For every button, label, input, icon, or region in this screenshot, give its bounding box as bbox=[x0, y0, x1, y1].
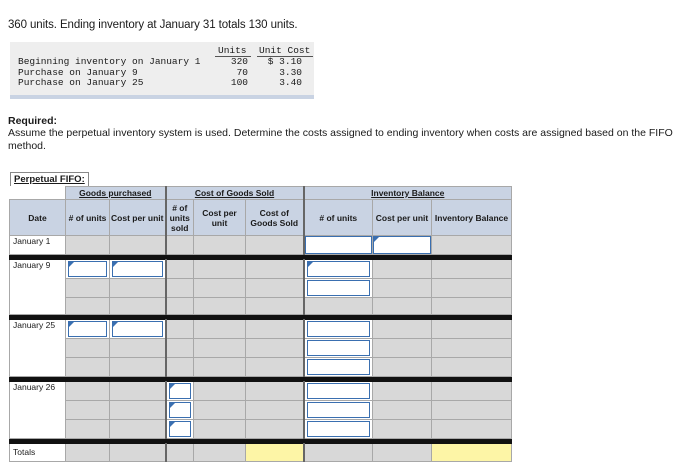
purchase-row-label: Purchase on January 9 bbox=[18, 66, 138, 78]
purchases-table bbox=[10, 42, 314, 99]
jan9-purchased-units-input[interactable] bbox=[68, 261, 107, 277]
worksheet-label: Perpetual FIFO: bbox=[10, 172, 89, 186]
table-row bbox=[10, 320, 512, 339]
purchase-row-cost: $ 3.10 bbox=[267, 56, 302, 67]
jan1-balance-cost-input[interactable] bbox=[373, 236, 431, 254]
table-row bbox=[10, 401, 512, 420]
col-cost-of-goods-sold: Cost of Goods Sold bbox=[246, 200, 304, 236]
col-sold-cost-per-unit: Cost per unit bbox=[194, 200, 246, 236]
row-date: January 26 bbox=[10, 382, 66, 439]
col-date: Date bbox=[10, 200, 66, 236]
purchase-row-label: Purchase on January 25 bbox=[18, 77, 144, 88]
group-inventory-balance: Inventory Balance bbox=[304, 187, 512, 200]
totals-row bbox=[10, 444, 512, 462]
total-cogs-cell[interactable] bbox=[246, 444, 304, 462]
jan9-balance-units-input-2[interactable] bbox=[307, 280, 371, 296]
fifo-worksheet bbox=[9, 186, 512, 462]
jan26-sold-units-input-3[interactable] bbox=[169, 421, 192, 437]
purchase-row-cost: 3.30 bbox=[279, 66, 302, 78]
purchase-row-units: 320 bbox=[230, 56, 248, 67]
required-title: Required: bbox=[8, 115, 58, 127]
col-balance-total: Inventory Balance bbox=[432, 200, 512, 236]
totals-label: Totals bbox=[10, 444, 66, 462]
intro-text: 360 units. Ending inventory at January 31 totals 130 units. bbox=[8, 19, 298, 31]
table-row bbox=[10, 358, 512, 377]
unit-cost-header: Unit Cost bbox=[259, 45, 311, 56]
col-purchased-units: # of units bbox=[66, 200, 110, 236]
purchase-row-units: 100 bbox=[230, 77, 248, 88]
jan26-balance-units-input-3[interactable] bbox=[307, 421, 371, 437]
col-sold-units: # of units sold bbox=[166, 200, 194, 236]
jan25-balance-units-input-2[interactable] bbox=[307, 340, 371, 356]
table-row bbox=[10, 298, 512, 315]
col-balance-cost: Cost per unit bbox=[373, 200, 432, 236]
table-row bbox=[10, 260, 512, 279]
col-balance-units: # of units bbox=[304, 200, 373, 236]
jan26-sold-units-input[interactable] bbox=[169, 383, 192, 399]
total-inventory-balance-cell[interactable] bbox=[432, 444, 512, 462]
jan26-balance-units-input[interactable] bbox=[307, 383, 371, 399]
jan26-sold-units-input-2[interactable] bbox=[169, 402, 192, 418]
jan25-balance-units-input-3[interactable] bbox=[307, 359, 371, 375]
required-text: Assume the perpetual inventory system is used. Determine the costs assigned to ending inventory when costs are assigned based on the FIFO method. bbox=[8, 127, 673, 152]
purchase-row-units: 70 bbox=[236, 66, 248, 78]
table-row bbox=[10, 236, 512, 255]
row-date: January 1 bbox=[10, 236, 66, 255]
table-row bbox=[10, 279, 512, 298]
units-header: Units bbox=[218, 45, 247, 56]
jan9-balance-units-input[interactable] bbox=[307, 261, 371, 277]
group-cost-of-goods-sold: Cost of Goods Sold bbox=[166, 187, 304, 200]
purchase-row-label: Beginning inventory on January 1 bbox=[18, 56, 201, 67]
jan9-purchased-cost-input[interactable] bbox=[112, 261, 163, 277]
col-purchased-cost: Cost per unit bbox=[110, 200, 166, 236]
table-row bbox=[10, 420, 512, 439]
jan25-purchased-units-input[interactable] bbox=[68, 321, 107, 337]
jan25-purchased-cost-input[interactable] bbox=[112, 321, 163, 337]
table-row bbox=[10, 382, 512, 401]
table-row bbox=[10, 339, 512, 358]
purchase-row-cost: 3.40 bbox=[279, 77, 302, 88]
jan26-balance-units-input-2[interactable] bbox=[307, 402, 371, 418]
jan1-balance-units-input[interactable] bbox=[305, 236, 373, 254]
corner-cell bbox=[10, 187, 66, 200]
row-date: January 9 bbox=[10, 260, 66, 315]
row-date: January 25 bbox=[10, 320, 66, 377]
jan25-balance-units-input[interactable] bbox=[307, 321, 371, 337]
group-goods-purchased: Goods purchased bbox=[66, 187, 166, 200]
